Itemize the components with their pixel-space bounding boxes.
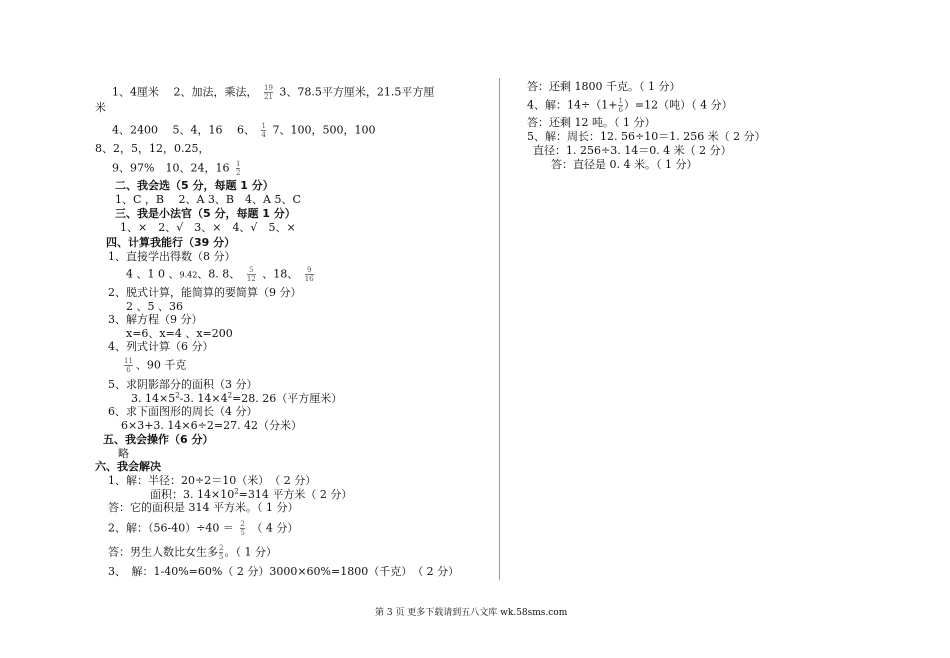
fraction: [247, 266, 256, 283]
denominator: 21: [264, 93, 273, 101]
right-problem-4: [527, 97, 733, 114]
section-2-answers: 1、C ，B 2、A 3、B 4、A 5、C: [115, 193, 301, 206]
superscript: 2: [175, 391, 180, 400]
answer-text: 、18、: [262, 267, 299, 281]
question-4-answers: [124, 357, 186, 374]
answer-text: 4、解：14÷（1+: [527, 98, 618, 112]
answer-text: =28. 26（平方厘米）: [232, 392, 343, 405]
answer-text: =314 平方米（ 2 分）: [238, 488, 353, 501]
section-6-title: 六、我会解决: [95, 460, 161, 473]
question-2-answers: 2 、5 、36: [126, 300, 183, 313]
answer-text: ）=12（吨）（ 4 分）: [623, 98, 733, 112]
answer-text: （ 4 分）: [251, 521, 299, 535]
answer-text: 面积：3. 14×10: [150, 488, 235, 501]
answer-text: 、90 千克: [135, 358, 187, 372]
answer-line-2: [112, 122, 375, 139]
denominator: 2: [235, 169, 241, 177]
numerator: 19: [264, 84, 273, 92]
denominator: 4: [261, 131, 266, 139]
fraction: [240, 520, 244, 537]
answer-small: 9.42: [179, 270, 198, 280]
answer-line-4: [112, 160, 243, 177]
answer-text: 9、97% 10、24，16: [112, 161, 230, 175]
fraction: [124, 357, 133, 374]
denominator: 16: [304, 275, 314, 283]
fraction: [264, 84, 273, 101]
section-3-title: 三、我是小法官（5 分，每题 1 分）: [115, 207, 296, 220]
superscript: 2: [234, 487, 239, 496]
numerator: 1: [261, 122, 266, 130]
question-3-answers: x=6、x=4 、x=200: [126, 327, 233, 340]
numerator: 5: [249, 266, 254, 274]
fraction: [219, 544, 223, 561]
problem-1-area: [150, 488, 352, 502]
page-footer: 第 3 页 更多下载请到五八文库 wk.58sms.com: [375, 608, 568, 618]
numerator: 2: [240, 520, 245, 528]
numerator: 11: [124, 357, 133, 365]
right-answer-5: 答：直径是 0. 4 米。（ 1 分）: [551, 158, 698, 171]
question-5-answer: [131, 392, 342, 406]
numerator: 1: [618, 97, 623, 105]
question-1: 1、直接学出得数（8 分）: [108, 250, 236, 263]
column-divider: [499, 78, 500, 580]
section-2-title: 二、我会选（5 分，每题 1 分）: [115, 179, 274, 192]
fraction: [261, 122, 265, 139]
numerator: 2: [219, 544, 224, 552]
numerator: 9: [306, 266, 312, 274]
answer-line-1-cont: 米: [95, 101, 106, 114]
answer-text: 7、100，500，100: [272, 123, 376, 137]
answer-text: 1、4厘米 2、加法，乘法，: [112, 85, 258, 99]
problem-3-solution: 3、 解：1-40%=60%（ 2 分）3000×60%=1800（千克） （ 2 分）: [108, 565, 460, 578]
problem-1-radius: 1、解：半径：20÷2＝10（米） （ 2 分）: [108, 474, 317, 487]
problem-1-answer: 答：它的面积是 314 平方米。（ 1 分）: [108, 501, 299, 514]
question-4: 4、列式计算（6 分）: [108, 340, 214, 353]
answer-text: 答：男生人数比女生多: [108, 545, 218, 559]
answer-text: 4 、1 0 、: [126, 267, 180, 281]
fraction: [305, 266, 314, 283]
denominator: 12: [246, 275, 256, 283]
problem-2-answer: [108, 544, 277, 561]
answer-text: 、8. 8、: [197, 267, 241, 281]
section-5-title: 五、我会操作（6 分）: [103, 433, 214, 446]
denominator: 6: [618, 106, 623, 114]
right-answer-4: 答：还剩 12 吨。（ 1 分）: [527, 116, 656, 129]
section-4-title: 四、计算我能行（39 分）: [106, 236, 236, 249]
right-answer-1: 答：还剩 1800 千克。（ 1 分）: [527, 80, 681, 93]
denominator: 5: [219, 553, 224, 561]
answer-text: 3、78.5平方厘米，21.5平方厘: [279, 85, 435, 99]
question-5: 5、求阴影部分的面积（3 分）: [108, 378, 258, 391]
question-6-answer: 6×3+3. 14×6÷2=27. 42（分米）: [121, 419, 303, 432]
section-5-answer: 略: [118, 447, 129, 460]
right-problem-5-diameter: 直径：1. 256÷3. 14＝0. 4 米（ 2 分）: [533, 144, 732, 157]
answer-text: 。（ 1 分）: [224, 545, 277, 559]
problem-2-solution: [108, 520, 298, 537]
question-1-answers: [126, 266, 317, 283]
right-problem-5-perimeter: 5、解：周长：12. 56÷10＝1. 256 米（ 2 分）: [527, 130, 766, 143]
question-3: 3、解方程（9 分）: [108, 313, 203, 326]
fraction: [618, 97, 622, 114]
question-2: 2、脱式计算，能简算的要简算（9 分）: [108, 286, 302, 299]
answer-text: -3. 14×4: [179, 392, 228, 405]
answer-line-1: [112, 84, 434, 101]
fraction: [236, 160, 240, 177]
question-6: 6、求下面图形的周长（4 分）: [108, 405, 258, 418]
denominator: 5: [240, 529, 245, 537]
answer-text: 2、解：（56-40）÷40 ＝: [108, 521, 234, 535]
answer-line-3: 8、2，5，12，0.25，: [95, 142, 210, 155]
numerator: 1: [235, 160, 241, 168]
superscript: 2: [227, 391, 233, 400]
answer-text: 4、2400 5、4，16 6、: [112, 123, 255, 137]
denominator: 6: [126, 366, 131, 374]
section-3-answers: 1、× 2、√ 3、× 4、√ 5、×: [120, 221, 296, 234]
answer-text: 3. 14×5: [131, 392, 176, 405]
